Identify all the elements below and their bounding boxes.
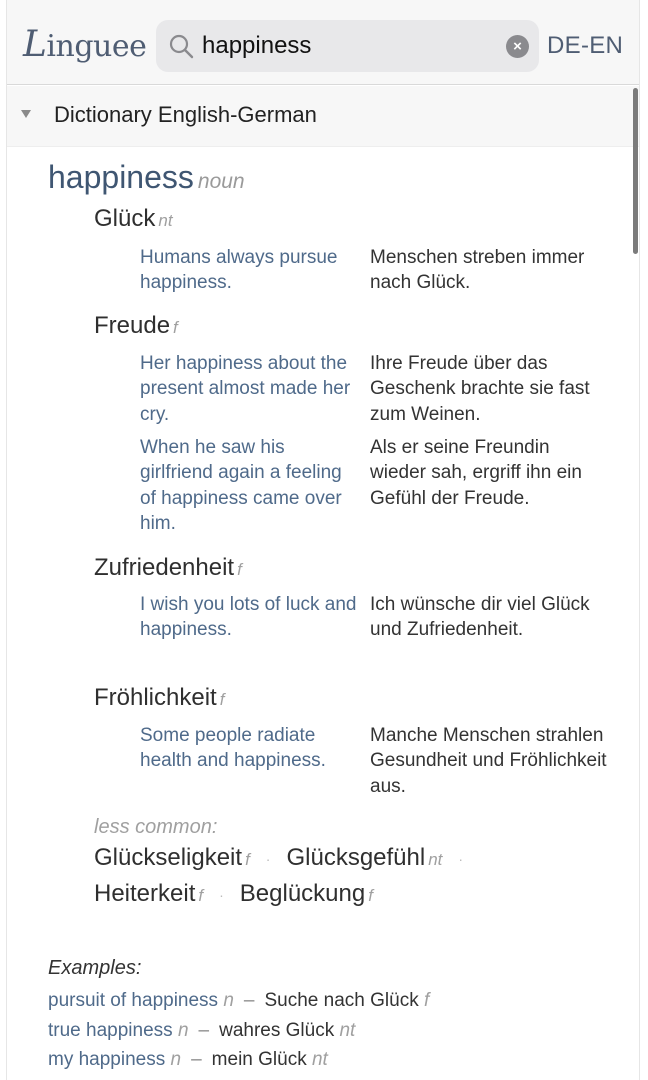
- gender-label: f: [219, 690, 225, 709]
- example-de: Als er seine Freundin wieder sah, ergriff ihn ein Gefühl der Freude.: [370, 437, 582, 509]
- gender-label: nt: [311, 1049, 328, 1070]
- example-en: I wish you lots of luck and happiness.: [140, 594, 357, 641]
- translation-word: Freude: [94, 312, 171, 339]
- example-de: Menschen streben immer nach Glück.: [370, 247, 585, 294]
- language-pair-button[interactable]: DE-EN: [547, 32, 624, 59]
- gender-label: f: [423, 990, 430, 1011]
- gender-label: f: [198, 886, 204, 905]
- translation-freude[interactable]: [94, 312, 178, 340]
- examples-label: Examples:: [48, 957, 142, 979]
- gender-label: n: [177, 1020, 189, 1041]
- translation-frohlichkeit[interactable]: [94, 684, 224, 712]
- phrase-source: true happiness: [48, 1020, 173, 1041]
- gender-label: f: [368, 886, 373, 905]
- translation-word: Heiterkeit: [94, 880, 196, 907]
- example-phrase[interactable]: [48, 1020, 355, 1042]
- linguee-logo[interactable]: [23, 24, 146, 65]
- translation-word: Zufriedenheit: [94, 554, 235, 581]
- phrase-source: pursuit of happiness: [48, 990, 219, 1011]
- translation-word: Beglückung: [239, 880, 366, 907]
- gender-label: f: [237, 560, 242, 579]
- logo-cap: L: [23, 24, 47, 65]
- less-common-item[interactable]: [286, 844, 442, 871]
- example-en: Her happiness about the present almost made her cry.: [140, 353, 351, 425]
- close-icon: ×: [513, 38, 522, 55]
- example-en: Humans always pursue happiness.: [140, 247, 338, 294]
- translation-zufriedenheit[interactable]: [94, 554, 242, 582]
- app-window: [6, 0, 640, 1080]
- dash: –: [198, 1020, 210, 1041]
- translation-word: Glücksgefühl: [286, 844, 426, 871]
- headword[interactable]: [48, 159, 245, 196]
- separator-dot: ·: [219, 886, 224, 903]
- example-de: Ich wünsche dir viel Glück und Zufriedenheit.: [370, 594, 590, 641]
- less-common-item[interactable]: [94, 844, 250, 871]
- scrollbar[interactable]: [633, 88, 638, 254]
- example-de: Ihre Freude über das Geschenk brachte sie fast zum Weinen.: [370, 353, 590, 425]
- dash: –: [243, 990, 255, 1011]
- header-bar: [7, 0, 639, 85]
- less-common-label: less common:: [94, 816, 218, 838]
- example-en: When he saw his girlfriend again a feeling of happiness came over him.: [140, 437, 342, 534]
- section-title: Dictionary English-German: [54, 102, 317, 127]
- translation-word: Glück: [94, 205, 156, 232]
- less-common-line-2: [94, 880, 373, 908]
- example-phrase[interactable]: [48, 990, 429, 1012]
- dash: –: [191, 1049, 202, 1070]
- logo-text: inguee: [46, 29, 147, 64]
- example-de: Manche Menschen strahlen Gesundheit und Fröhlichkeit aus.: [370, 725, 607, 797]
- part-of-speech: noun: [197, 170, 245, 193]
- disclosure-triangle-icon[interactable]: [21, 110, 31, 118]
- example-phrase[interactable]: [48, 1049, 328, 1071]
- headword-text: happiness: [48, 159, 194, 195]
- search-box[interactable]: [156, 20, 539, 72]
- gender-label: nt: [158, 211, 173, 230]
- phrase-source: my happiness: [48, 1049, 166, 1070]
- gender-label: n: [223, 990, 234, 1011]
- gender-label: nt: [428, 850, 443, 869]
- translation-word: Fröhlichkeit: [94, 684, 217, 711]
- gender-label: n: [170, 1049, 182, 1070]
- separator-dot: ·: [458, 850, 464, 867]
- translation-word: Glückseligkeit: [94, 844, 243, 871]
- phrase-target: mein Glück: [211, 1049, 307, 1070]
- translation-gluck[interactable]: [94, 205, 173, 233]
- example-en: Some people radiate health and happiness.: [140, 725, 326, 772]
- dictionary-section-header[interactable]: [7, 86, 639, 147]
- less-common-line-1: [94, 844, 479, 872]
- gender-label: f: [245, 850, 250, 869]
- clear-search-button[interactable]: [506, 35, 529, 58]
- less-common-item[interactable]: [240, 880, 373, 907]
- separator-dot: ·: [265, 850, 271, 867]
- phrase-target: Suche nach Glück: [264, 990, 419, 1011]
- search-icon: [168, 33, 194, 59]
- gender-label: f: [173, 318, 178, 337]
- less-common-item[interactable]: [94, 880, 203, 907]
- phrase-target: wahres Glück: [219, 1020, 335, 1041]
- gender-label: nt: [339, 1020, 356, 1041]
- search-input[interactable]: [202, 20, 492, 72]
